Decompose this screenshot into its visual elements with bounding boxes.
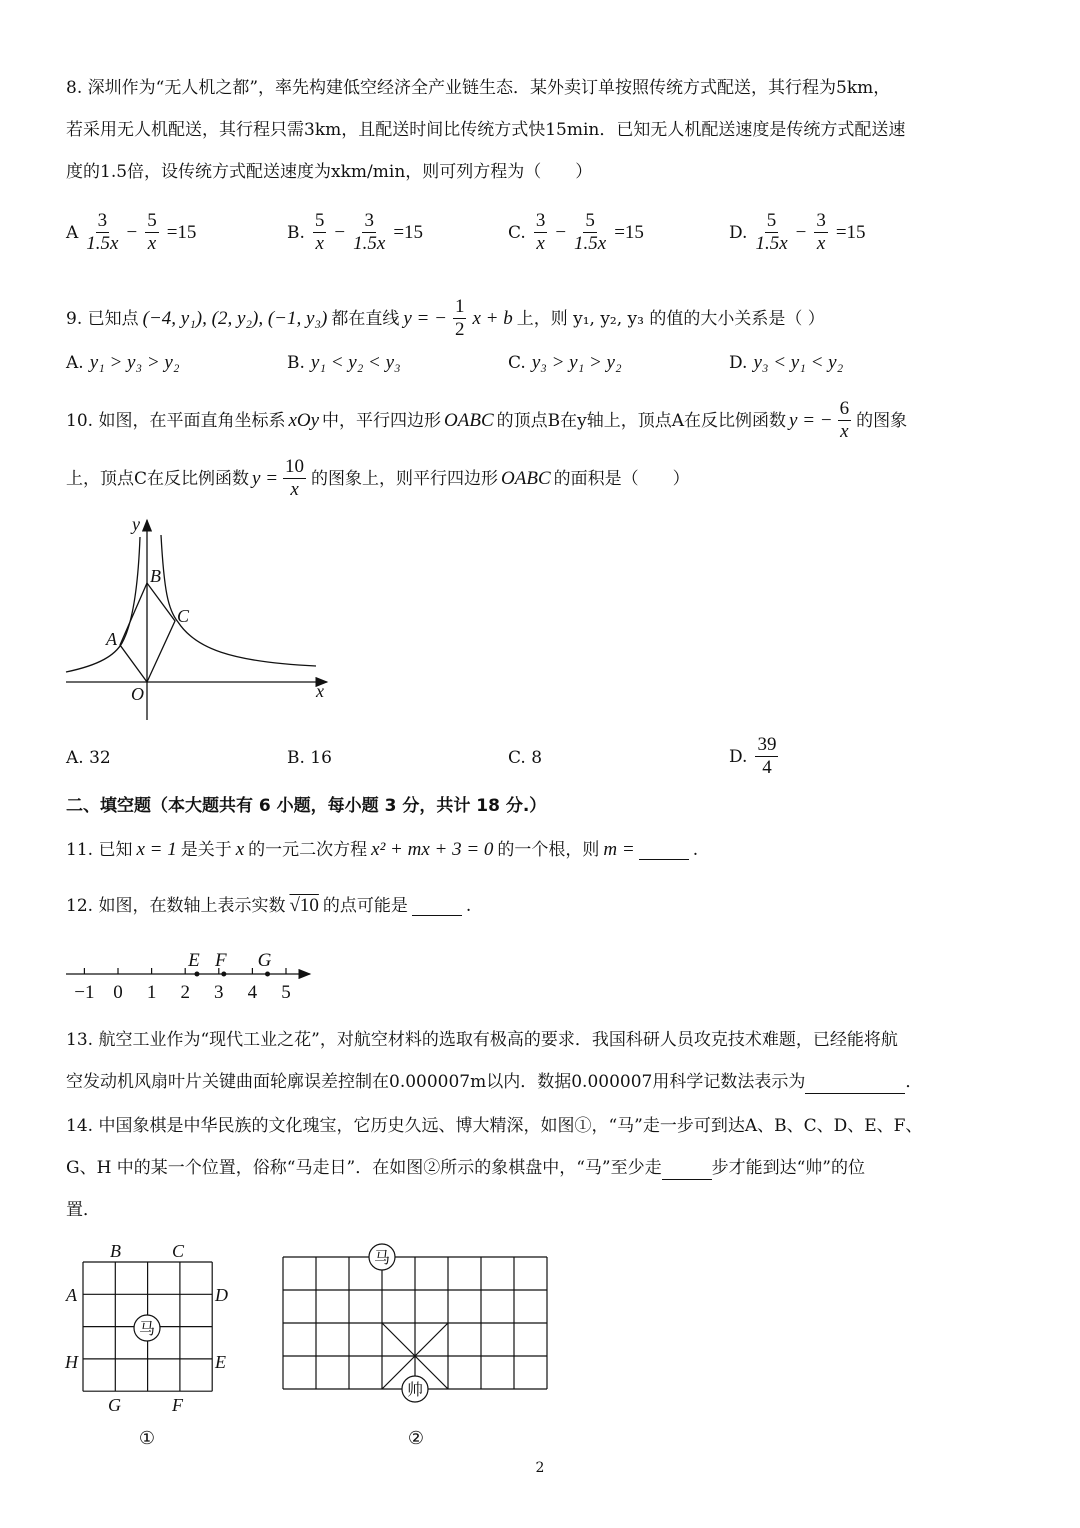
q8-option-d: D. $\frac{5}{1.5x}$ − $\frac{3}{x}$ =15 xyxy=(729,210,866,254)
q9-eq-left: y = − xyxy=(403,307,447,329)
text: 空发动机风扇叶片关键曲面轮廓误差控制在0.000007m以内．数据0.000007用科学记数法表示为 xyxy=(66,1072,806,1092)
option-label: C. xyxy=(508,353,526,373)
text: 中，平行四边形 xyxy=(322,410,442,431)
frac-d: 1.5x xyxy=(755,233,788,254)
option-text: y₁ < y₂ < y₃ xyxy=(310,352,401,373)
point-F xyxy=(221,972,226,977)
text: 12. 如图，在数轴上表示实数 xyxy=(66,896,286,916)
point-label: F xyxy=(215,950,227,971)
fig1-label-a: A xyxy=(66,1285,77,1305)
option-label: D. xyxy=(729,746,748,767)
frac-d: x xyxy=(536,233,545,254)
q10-option-b: B. 16 xyxy=(287,748,332,768)
fig2-caption: ② xyxy=(407,1428,425,1449)
option-label: C. xyxy=(508,222,526,243)
text: m = xyxy=(603,839,635,860)
fig1-label-d: D xyxy=(215,1285,228,1305)
coordinate-graph xyxy=(66,520,327,720)
frac-d: 1.5x xyxy=(353,233,386,254)
option-label: A xyxy=(66,222,79,243)
option-text: y₃ < y₁ < y₂ xyxy=(753,352,844,373)
frac-n: 5 xyxy=(314,210,325,231)
text: . xyxy=(465,896,472,916)
frac-n: 10 xyxy=(285,456,305,477)
answer-blank[interactable] xyxy=(639,841,689,860)
point-label: E xyxy=(188,950,200,971)
option-label: B. xyxy=(287,353,305,373)
text: xOy xyxy=(288,409,320,431)
text: 11. 已知 xyxy=(66,840,133,860)
frac-n: 39 xyxy=(757,734,777,755)
rhs: =15 xyxy=(614,221,644,243)
q9-points: (−4, y₁), (2, y₂), (−1, y₃) xyxy=(142,307,328,329)
answer-blank[interactable] xyxy=(412,897,462,916)
q8-line1: 8. 深圳作为“无人机之都”，率先构建低空经济全产业链生态．某外卖订单按照传统方式配送，其行程为5km， xyxy=(66,78,891,98)
text: 的一个根，则 xyxy=(497,840,600,860)
q8-line2: 若采用无人机配送，其行程只需3km，且配送时间比传统方式快15min．已知无人机配送速度是传统方式配送速 xyxy=(66,120,906,140)
fig1-horse-piece xyxy=(134,1315,160,1341)
rhs: =15 xyxy=(393,221,424,243)
text: 的图象上，则平行四边形 xyxy=(311,468,499,489)
q10-option-a: A. 32 xyxy=(66,748,111,768)
option-label: D. xyxy=(729,353,748,373)
label-a: A xyxy=(106,629,117,649)
fraction xyxy=(755,734,778,779)
q8-option-c: C. $\frac{3}{x}$ − $\frac{5}{1.5x}$ =15 xyxy=(508,210,644,254)
frac-d: 1.5x xyxy=(574,233,607,254)
tick-label: 3 xyxy=(214,982,224,1003)
text: ． xyxy=(905,1072,923,1092)
text: y = − xyxy=(789,409,833,431)
q14-line2 xyxy=(66,1156,865,1180)
tick-label: 2 xyxy=(180,982,190,1003)
rhs: =15 xyxy=(166,221,197,243)
general-glyph: 帅 xyxy=(406,1380,424,1399)
text: 的面积是（ ） xyxy=(553,468,690,489)
q12 xyxy=(66,894,471,918)
text: 的一元二次方程 xyxy=(248,840,368,860)
q10-option-d xyxy=(729,734,780,779)
q13-line2 xyxy=(66,1070,922,1094)
text: x xyxy=(235,839,245,860)
text: G、H 中的某一个位置，俗称“马走日”．在如图②所示的象棋盘中，“马”至少走 xyxy=(66,1158,662,1178)
fig2-horse-piece xyxy=(369,1244,395,1270)
tick-label: 4 xyxy=(247,982,258,1003)
fig1-label-c: C xyxy=(172,1241,185,1261)
frac-d: x xyxy=(315,233,324,254)
q9-prefix: 9. 已知点 xyxy=(66,308,139,329)
text: x = 1 xyxy=(136,839,177,860)
text: 的顶点B在y轴上，顶点A在反比例函数 xyxy=(496,410,787,431)
option-text: y₁ > y₃ > y₂ xyxy=(89,352,180,373)
page-number: 2 xyxy=(535,1460,545,1476)
label-b: B xyxy=(150,566,161,586)
fig1-label-g: G xyxy=(108,1395,121,1415)
fig1-label-b: B xyxy=(110,1241,121,1261)
number-line xyxy=(66,950,310,1003)
text: OABC xyxy=(444,409,494,431)
answer-blank[interactable] xyxy=(662,1161,712,1180)
q8-line3: 度的1.5倍，设传统方式配送速度为xkm/min，则可列方程为（ ） xyxy=(66,162,593,182)
horse-glyph: 马 xyxy=(373,1248,391,1267)
text: 10. 如图，在平面直角坐标系 xyxy=(66,410,286,431)
fig1-label-h: H xyxy=(65,1352,78,1372)
q9-suffix: 上，则 y₁, y₂, y₃ 的值的大小关系是（ ） xyxy=(516,308,825,329)
frac-d: x xyxy=(840,421,849,442)
rhs: =15 xyxy=(835,221,866,243)
text: y = xyxy=(252,467,279,489)
section-2-heading: 二、填空题（本大题共有 6 小题，每小题 3 分，共计 18 分.） xyxy=(66,796,547,816)
frac-d: x xyxy=(147,233,157,254)
text: 上，顶点C在反比例函数 xyxy=(66,468,250,489)
label-o: O xyxy=(131,684,144,704)
fig1-label-f: F xyxy=(172,1395,183,1415)
q9-eq-right: x + b xyxy=(472,307,513,329)
tick-label: 5 xyxy=(281,982,291,1003)
label-y: y xyxy=(132,514,140,534)
q9-mid: 都在直线 xyxy=(331,308,400,329)
point-G xyxy=(265,972,270,977)
option-label: B. xyxy=(287,222,305,243)
q8-option-b: B. $\frac{5}{x}$ − $\frac{3}{1.5x}$ =15 xyxy=(287,210,424,254)
q14-line1: 14. 中国象棋是中华民族的文化瑰宝，它历史久远、博大精深，如图①，“马”走一步可到达A、B、C、D、E、F、 xyxy=(66,1116,923,1136)
point-label: G xyxy=(257,950,272,971)
tick-label: 0 xyxy=(113,982,123,1003)
q14-line3: 置． xyxy=(66,1200,100,1220)
frac-d: x xyxy=(290,479,299,500)
option-label: A. xyxy=(66,353,84,373)
point-E xyxy=(194,972,199,977)
frac-n: 3 xyxy=(816,210,826,231)
fig1-label-e: E xyxy=(215,1352,226,1372)
frac-d: x xyxy=(816,233,826,254)
text: . xyxy=(692,840,699,860)
text: 步才能到达“帅”的位 xyxy=(711,1158,865,1178)
q13-line1: 13. 航空工业作为“现代工业之花”，对航空材料的选取有极高的要求．我国科研人员攻克技术难题，已经能将航 xyxy=(66,1030,898,1050)
frac-d: 1.5x xyxy=(86,233,119,254)
q9-frac-d: 2 xyxy=(454,319,465,340)
q11 xyxy=(66,838,698,862)
option-text: y₃ > y₁ > y₂ xyxy=(531,352,622,373)
hyperbola-left xyxy=(66,537,140,672)
label-x: x xyxy=(316,681,324,701)
frac-n: 5 xyxy=(585,210,595,231)
label-c: C xyxy=(177,606,190,626)
chess-board-2 xyxy=(283,1257,547,1389)
text: OABC xyxy=(501,467,551,489)
hyperbola-right xyxy=(161,535,316,666)
fig2-general-piece xyxy=(402,1376,428,1402)
q9-frac-n: 1 xyxy=(454,296,465,317)
frac-n: 3 xyxy=(97,210,108,231)
tick-label: −1 xyxy=(74,982,95,1003)
text: 是关于 xyxy=(180,840,232,860)
q10-option-c: C. 8 xyxy=(508,748,543,768)
text: x² + mx + 3 = 0 xyxy=(371,839,494,860)
frac-d: 4 xyxy=(762,757,772,778)
sqrt-10: √10 xyxy=(289,895,319,916)
q8-option-a: A $\frac{3}{1.5x}$ − $\frac{5}{x}$ =15 xyxy=(66,210,197,254)
tick-label: 1 xyxy=(146,982,157,1003)
frac-n: 3 xyxy=(535,210,546,231)
frac-n: 5 xyxy=(766,210,777,231)
text: 的图象 xyxy=(856,410,908,431)
frac-n: 6 xyxy=(839,398,850,419)
option-label: D. xyxy=(729,222,748,243)
answer-blank[interactable] xyxy=(805,1075,905,1094)
horse-glyph: 马 xyxy=(138,1319,156,1338)
text: 的点可能是 xyxy=(322,896,408,916)
frac-n: 3 xyxy=(364,210,374,231)
fig1-caption: ① xyxy=(138,1428,156,1449)
frac-n: 5 xyxy=(147,210,157,231)
